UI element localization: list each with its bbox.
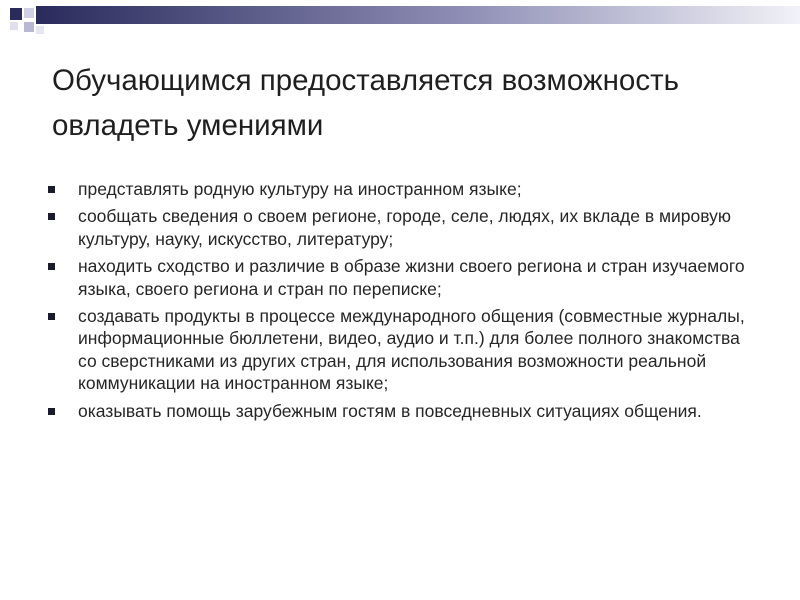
- deco-square-light: [24, 8, 34, 18]
- header-band: [36, 6, 800, 24]
- bullet-item: [46, 305, 756, 395]
- bullet-item: [46, 400, 756, 422]
- header-decoration-graphic: [0, 0, 800, 50]
- bullet-item: [46, 178, 756, 200]
- bullet-text: сообщать сведения о своем регионе, городе, селе, людях, их вкладе в мировую культуру, науку, искусство, литературу;: [78, 206, 732, 249]
- bullet-list: [46, 178, 756, 427]
- bullet-text: представлять родную культуру на иностранном языке;: [78, 179, 522, 199]
- header-decoration: [0, 0, 800, 50]
- square-bullet-icon: [48, 186, 55, 193]
- square-bullet-icon: [48, 408, 55, 415]
- bullet-item: [46, 205, 756, 250]
- deco-square-mid: [24, 22, 34, 32]
- bullet-item: [46, 255, 756, 300]
- bullet-text: находить сходство и различие в образе жизни своего региона и стран изучаемого языка, своего региона и стран по переписке;: [78, 256, 745, 299]
- deco-square-faint: [36, 26, 44, 34]
- square-bullet-icon: [48, 213, 55, 220]
- deco-square-dark: [10, 8, 22, 20]
- bullet-text: оказывать помощь зарубежным гостям в повседневных ситуациях общения.: [78, 400, 702, 421]
- square-bullet-icon: [48, 313, 55, 320]
- bullet-text: создавать продукты в процессе международного общения (совместные журналы, информационные бюллетени, видео, аудио и т.п.) для более полного знакомства со сверстниками из других стран, для использования возможности реальной коммуникации на иностранном языке;: [78, 306, 745, 394]
- square-bullet-icon: [48, 263, 55, 270]
- deco-square-small: [10, 22, 18, 30]
- slide-title: Обучающимся предоставляется возможность овладеть умениями: [52, 64, 679, 142]
